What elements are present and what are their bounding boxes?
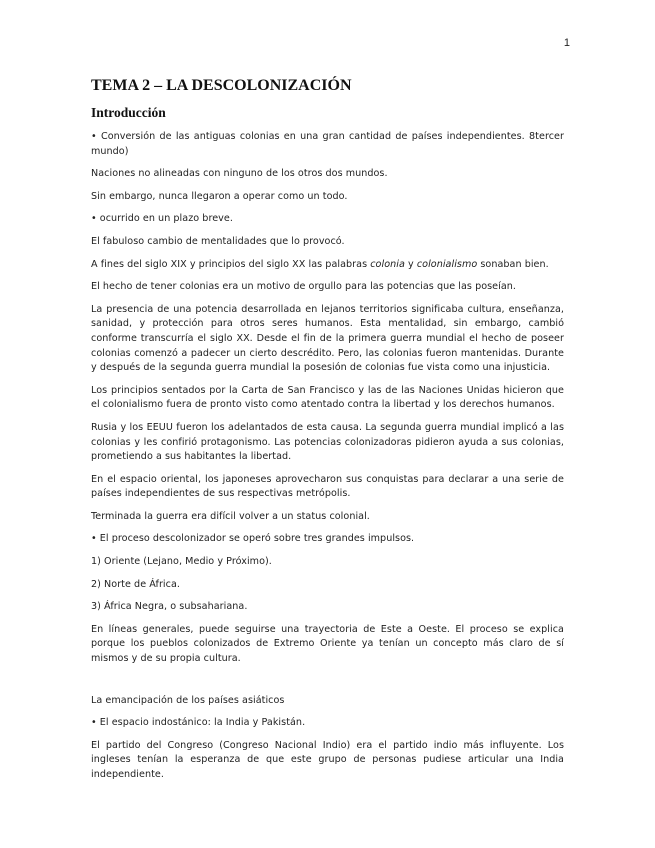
section-heading-introduccion: Introducción [91, 105, 166, 120]
paragraph: Terminada la guerra era difícil volver a un status colonial. [91, 510, 370, 522]
paragraph [91, 258, 564, 273]
paragraph: El partido del Congreso (Congreso Nacional Indio) era el partido indio más influyente. Los ingleses tenían la esperanza de que este grupo de personas pudiese articular una India independiente. [91, 739, 564, 780]
paragraph: El hecho de tener colonias era un motivo de orgullo para las potencias que las poseían. [91, 281, 517, 293]
document-body [91, 75, 564, 791]
paragraph: En líneas generales, puede seguirse una trayectoria de Este a Oeste. El proceso se explica porque los pueblos colonizados de Extremo Oriente ya tenían un concepto más claro de sí mismos y de su propia cultura. [91, 623, 564, 665]
paragraph: • ocurrido en un plazo breve. [91, 213, 233, 225]
italic-term-colonialismo: colonialismo [416, 258, 478, 270]
paragraph: Rusia y los EEUU fueron los adelantados de esta causa. La segunda guerra mundial implicó a las colonias y les confirió protagonismo. Las potencias colonizadoras pidieron ayuda a sus colonias, prometiendo a sus habitantes la libertad. [91, 421, 564, 463]
list-item: 2) Norte de África. [91, 578, 181, 590]
list-item: 3) África Negra, o subsahariana. [91, 601, 248, 613]
italic-term-colonia: colonia [370, 258, 405, 270]
paragraph: Naciones no alineadas con ninguno de los otros dos mundos. [91, 168, 388, 180]
paragraph: La presencia de una potencia desarrollada en lejanos territorios significaba cultura, enseñanza, sanidad, y protección para otros seres humanos. Esta mentalidad, sin embargo, cambió conforme transcurría el siglo XX. Desde el fin de la primera guerra mundial el hecho de poseer colonias comenzó a padecer un cierto descrédito. Pero, las colonias fueron mantenidas. Durante y después de la segunda guerra mundial la posesión de colonias fue vista como una injusticia. [91, 303, 564, 374]
paragraph: Sin embargo, nunca llegaron a operar como un todo. [91, 190, 348, 202]
page-number: 1 [563, 37, 570, 49]
spacer [91, 675, 564, 694]
document-title: TEMA 2 – LA DESCOLONIZACIÓN [91, 77, 352, 94]
text-run: sonaban bien. [477, 258, 549, 270]
text-run: A fines del siglo XIX y principios del siglo XX las palabras [91, 258, 371, 270]
paragraph: En el espacio oriental, los japoneses aprovecharon sus conquistas para declarar a una serie de países independientes de sus respectivas metrópolis. [91, 473, 564, 500]
text-run: y [404, 258, 417, 270]
list-item: • El proceso descolonizador se operó sobre tres grandes impulsos. [91, 533, 415, 545]
section-heading-emancipacion: La emancipación de los países asiáticos [91, 694, 285, 706]
paragraph: Los principios sentados por la Carta de San Francisco y las de las Naciones Unidas hicieron que el colonialismo fuera de pronto visto como atentado contra la libertad y los derechos humanos. [91, 384, 564, 411]
paragraph: • Conversión de las antiguas colonias en una gran cantidad de países independientes. 8tercer mundo) [91, 131, 564, 157]
list-item: 1) Oriente (Lejano, Medio y Próximo). [91, 556, 272, 568]
list-item: • El espacio indostánico: la India y Pakistán. [91, 717, 306, 729]
paragraph: El fabuloso cambio de mentalidades que lo provocó. [91, 235, 345, 247]
